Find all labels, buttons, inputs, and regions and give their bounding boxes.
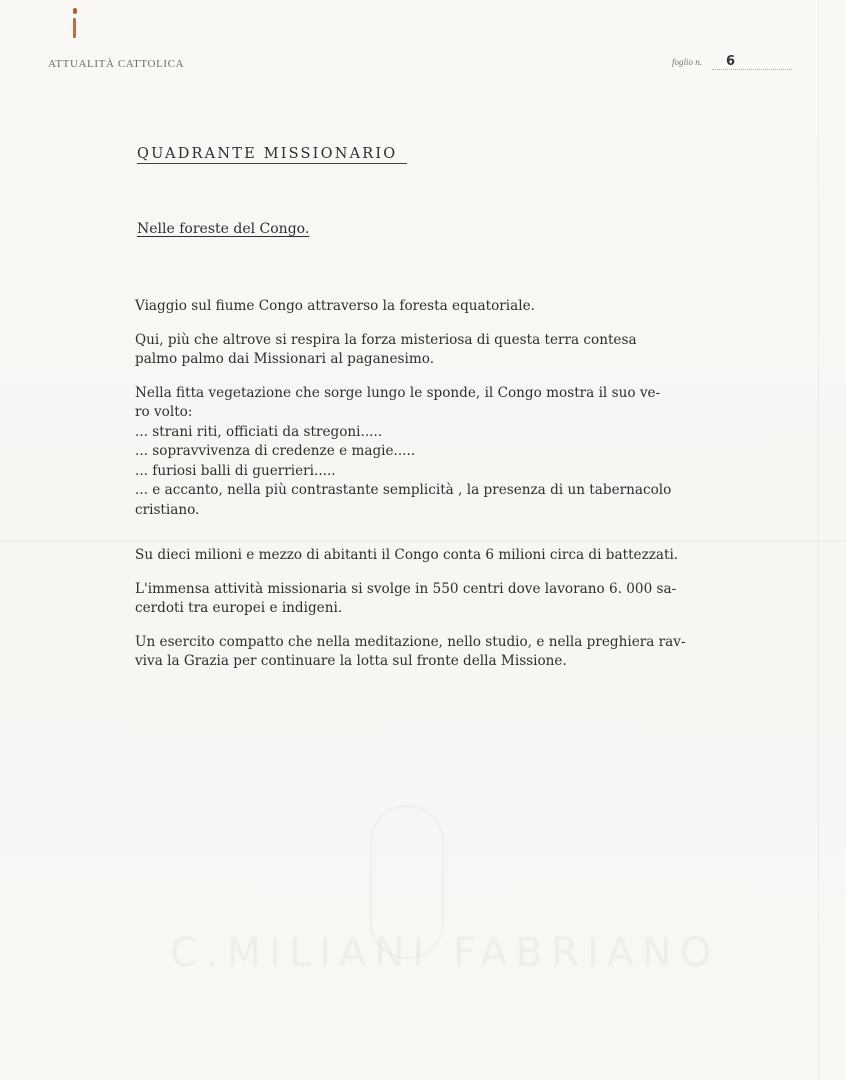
paragraph	[135, 580, 815, 619]
text-line: ro volto:	[135, 404, 193, 420]
section-title: QUADRANTE MISSIONARIO	[137, 146, 407, 164]
text-line: cerdoti tra europei e indigeni.	[135, 600, 343, 616]
rust-mark-icon	[73, 8, 76, 38]
article-subtitle: Nelle foreste del Congo.	[137, 221, 310, 237]
text-line: palmo palmo dai Missionari al paganesimo.	[135, 351, 435, 367]
sheet-label: foglio n.	[672, 57, 703, 67]
text-line: Su dieci milioni e mezzo di abitanti il Congo conta 6 milioni circa di battezzati.	[135, 547, 679, 563]
paper-watermark	[170, 930, 690, 976]
text-line: Un esercito compatto che nella meditazione, nello studio, e nella preghiera rav-	[135, 633, 686, 650]
text-line: Nella fitta vegetazione che sorge lungo le sponde, il Congo mostra il suo ve-	[135, 384, 661, 401]
article-body	[135, 297, 815, 686]
list-line: ... furiosi balli di guerrieri.....	[135, 462, 336, 479]
text-line: cristiano.	[135, 501, 200, 518]
paragraph	[135, 546, 815, 566]
text-line: Viaggio sul fiume Congo attraverso la foresta equatoriale.	[135, 298, 535, 314]
list-line: ... e accanto, nella più contrastante semplicità , la presenza di un tabernacolo	[135, 482, 672, 498]
text-line: Qui, più che altrove si respira la forza misteriosa di questa terra contesa	[135, 331, 637, 348]
publication-header: ATTUALITÀ CATTOLICA	[48, 58, 185, 70]
paragraph	[135, 331, 815, 370]
paragraph	[135, 633, 815, 672]
paper-edge	[818, 0, 819, 1080]
text-line: viva la Grazia per continuare la lotta sul fronte della Missione.	[135, 653, 567, 669]
list-line: ... sopravvivenza di credenze e magie.....	[135, 443, 416, 459]
paragraph	[135, 297, 815, 317]
sheet-number: 6	[712, 54, 792, 70]
paragraph	[135, 384, 815, 521]
list-line: ... strani riti, officiati da stregoni.....	[135, 423, 383, 440]
sheet-number-field	[672, 52, 792, 70]
text-line: L'immensa attività missionaria si svolge in 550 centri dove lavorano 6. 000 sa-	[135, 580, 677, 597]
